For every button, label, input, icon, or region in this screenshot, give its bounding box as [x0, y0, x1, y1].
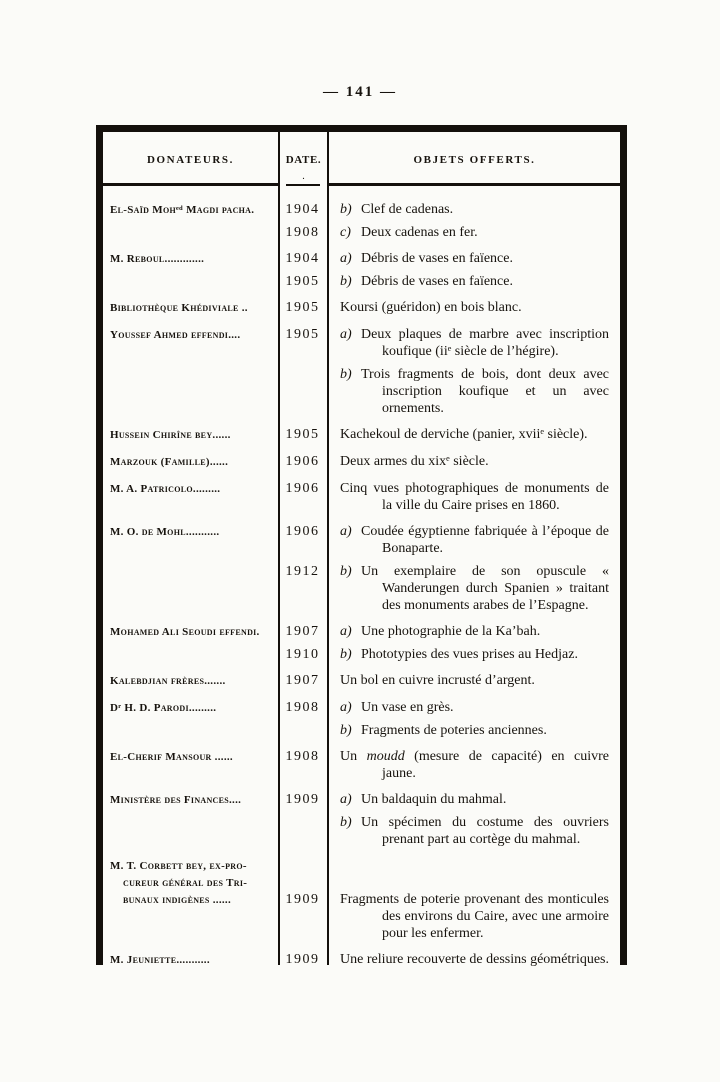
text-part: Un spécimen du costume des ouvriers prenant part au cortège du mahmal. — [361, 815, 609, 847]
column-divider-donors-date — [278, 132, 280, 965]
text-part: Phototypies des vues prises au Hedjaz. — [361, 647, 578, 662]
entry-date: 1904 — [285, 202, 320, 217]
donor-cell — [103, 201, 278, 241]
entry-date: 1912 — [285, 564, 320, 579]
table-row — [103, 699, 620, 739]
donor-cell — [103, 426, 278, 444]
entry-object-text — [340, 366, 620, 417]
entry-object-text — [340, 326, 620, 360]
donor-cell — [103, 672, 278, 690]
donor-name: bunaux indigènes ...... — [123, 894, 232, 906]
entry-row — [278, 273, 620, 290]
donor-cell — [103, 857, 278, 942]
donor-cell — [103, 699, 278, 739]
entry-row — [278, 250, 620, 267]
entry-date: 1909 — [285, 952, 320, 967]
text-part: Fragments de poteries anciennes. — [361, 723, 547, 738]
donations-table — [96, 125, 627, 965]
entry-item-label: b) — [340, 274, 352, 289]
entry-row — [278, 453, 620, 470]
entries-cell — [278, 951, 620, 969]
entry-row — [278, 748, 620, 782]
text-part: Trois fragments de bois, dont deux avec inscription koufique et un avec ornements. — [361, 367, 609, 416]
entry-item-label: b) — [340, 647, 352, 662]
table-row — [103, 857, 620, 942]
entry-row — [278, 646, 620, 663]
table-header — [103, 132, 620, 186]
entry-object-text — [340, 672, 620, 689]
donor-cell — [103, 250, 278, 290]
donor-name: Mohamed Ali Seoudi effendi. — [110, 626, 260, 638]
header-objects: OBJETS OFFERTS. — [413, 154, 536, 166]
entry-date: 1908 — [285, 700, 320, 715]
donor-cell — [103, 623, 278, 663]
entry-row — [278, 814, 620, 848]
donor-name: M. Reboul............. — [110, 253, 205, 265]
entry-row — [278, 891, 620, 942]
entry-item-label: b) — [340, 202, 352, 217]
donor-cell — [103, 480, 278, 514]
donor-cell — [103, 523, 278, 614]
entries-cell — [278, 523, 620, 614]
entry-row — [278, 366, 620, 417]
entry-object-text — [340, 951, 620, 968]
text-part: Un vase en grès. — [361, 700, 454, 715]
table-row — [103, 951, 620, 969]
entry-date: 1910 — [285, 647, 320, 662]
entry-row — [278, 791, 620, 808]
text-part: Une photographie de la Ka’bah. — [361, 624, 541, 639]
entry-object-text — [340, 891, 620, 942]
entry-object-text — [340, 224, 620, 241]
donor-name: Bibliothèque Khédiviale .. — [110, 302, 248, 314]
donor-name: Kalebdjian frères....... — [110, 675, 226, 687]
donor-name: Ministère des Finances.... — [110, 794, 242, 806]
table-row — [103, 791, 620, 848]
text-part: Un exemplaire de son opuscule « Wanderungen durch Spanien » traitant des monuments arabes de l’Espagne. — [361, 564, 609, 613]
entry-item-label: b) — [340, 564, 352, 579]
entry-date — [278, 366, 327, 417]
entry-date — [278, 814, 327, 848]
entries-cell — [278, 299, 620, 317]
entry-date — [278, 722, 327, 739]
entry-item-label: a) — [340, 792, 352, 807]
entries-cell — [278, 201, 620, 241]
entry-object-text — [340, 623, 620, 640]
entries-cell — [278, 791, 620, 848]
table-row — [103, 299, 620, 317]
entries-cell — [278, 672, 620, 690]
table-row — [103, 523, 620, 614]
table-row — [103, 672, 620, 690]
text-part: Débris de vases en faïence. — [361, 251, 513, 266]
italic-term: moudd — [366, 749, 405, 764]
entry-object-text — [340, 699, 620, 716]
text-part: Un baldaquin du mahmal. — [361, 792, 507, 807]
entry-row — [278, 224, 620, 241]
donor-name: El-Saïd Mohᵉᵈ Magdi pacha. — [110, 204, 255, 216]
text-part: Koursi (guéridon) en bois blanc. — [340, 300, 522, 315]
entry-item-label: b) — [340, 815, 352, 830]
donor-cell — [103, 299, 278, 317]
text-part: Une reliure recouverte de dessins géométriques. — [340, 952, 610, 967]
entry-object-text — [340, 563, 620, 614]
table-row — [103, 748, 620, 782]
text-part: Kachekoul de derviche (panier, xviiᵉ siècle). — [340, 427, 588, 442]
entry-item-label: b) — [340, 723, 352, 738]
entry-row — [278, 326, 620, 360]
table-row — [103, 250, 620, 290]
entry-row — [278, 201, 620, 218]
entry-date: 1906 — [285, 454, 320, 469]
table-row — [103, 480, 620, 514]
entry-item-label: b) — [340, 367, 352, 382]
donor-cell — [103, 453, 278, 471]
entry-row — [278, 480, 620, 514]
text-part: Deux armes du xixᵉ siècle. — [340, 454, 489, 469]
entry-date: 1908 — [285, 749, 320, 764]
entry-object-text — [340, 646, 620, 663]
table-row — [103, 326, 620, 417]
entries-cell — [278, 250, 620, 290]
text-part: Un — [340, 749, 367, 764]
entries-cell — [278, 699, 620, 739]
text-part: Clef de cadenas. — [361, 202, 454, 217]
entry-object-text — [340, 299, 620, 316]
entry-date: 1905 — [285, 427, 320, 442]
entry-date: 1909 — [285, 892, 320, 907]
donor-cell — [103, 791, 278, 848]
header-underline-donors — [103, 183, 278, 186]
table-row — [103, 453, 620, 471]
entry-date: 1904 — [285, 251, 320, 266]
entry-object-text — [340, 480, 620, 514]
entry-object-text — [340, 791, 620, 808]
entry-object-text — [340, 722, 620, 739]
entries-cell — [278, 748, 620, 782]
header-donors: DONATEURS. — [146, 154, 234, 166]
text-part: Coudée égyptienne fabriquée à l’époque de Bonaparte. — [361, 524, 609, 556]
donor-name: El-Cherif Mansour ...... — [110, 751, 233, 763]
donor-cell — [103, 748, 278, 782]
entry-object-text — [340, 814, 620, 848]
entries-cell — [278, 326, 620, 417]
text-part: Deux cadenas en fer. — [361, 225, 478, 240]
entries-cell — [278, 623, 620, 663]
donor-name: M. T. Corbett bey, ex-pro- — [110, 860, 247, 872]
entry-item-label: a) — [340, 524, 352, 539]
entry-item-label: a) — [340, 624, 352, 639]
entry-object-text — [340, 523, 620, 557]
entry-row — [278, 563, 620, 614]
date-column-dot: . — [302, 171, 305, 182]
donor-name: M. Jeuniette........... — [110, 954, 210, 966]
entry-row — [278, 623, 620, 640]
table-row — [103, 201, 620, 241]
entry-row — [278, 951, 620, 968]
entry-date: 1905 — [285, 327, 320, 342]
text-part: Un bol en cuivre incrusté d’argent. — [340, 673, 535, 688]
entries-cell — [278, 480, 620, 514]
entry-date: 1907 — [285, 624, 320, 639]
donor-name: M. O. de Mohl........... — [110, 526, 220, 538]
entries-cell — [278, 426, 620, 444]
entry-object-text — [340, 201, 620, 218]
table-body — [103, 186, 620, 969]
donor-name: cureur général des Tri- — [123, 877, 248, 889]
entry-object-text — [340, 273, 620, 290]
text-part: Débris de vases en faïence. — [361, 274, 513, 289]
table-row — [103, 426, 620, 444]
text-part: Cinq vues photographiques de monuments de la ville du Caire prises en 1860. — [340, 481, 609, 513]
donor-name: Marzouk (Famille)...... — [110, 456, 229, 468]
entry-row — [278, 722, 620, 739]
donor-name: Hussein Chirîne bey...... — [110, 429, 231, 441]
entry-date: 1905 — [285, 300, 320, 315]
text-part: Fragments de poterie provenant des monticules des environs du Caire, avec une armoire pour les enfermer. — [340, 892, 609, 941]
page-number: — 141 — — [323, 84, 397, 100]
table-row — [103, 623, 620, 663]
header-underline-objects — [329, 183, 620, 186]
entry-date: 1907 — [285, 673, 320, 688]
entry-date: 1909 — [285, 792, 320, 807]
entry-row — [278, 426, 620, 443]
entry-item-label: a) — [340, 327, 352, 342]
header-date: DATE. — [285, 154, 322, 166]
entry-item-label: a) — [340, 700, 352, 715]
entry-date: 1906 — [285, 481, 320, 496]
entry-object-text — [340, 250, 620, 267]
header-underline-date — [286, 184, 320, 186]
donor-name: M. A. Patricolo......... — [110, 483, 221, 495]
entries-cell — [278, 857, 620, 942]
entries-cell — [278, 453, 620, 471]
donor-name: Youssef Ahmed effendi.... — [110, 329, 241, 341]
entry-row — [278, 523, 620, 557]
entry-object-text — [340, 748, 620, 782]
entry-row — [278, 672, 620, 689]
entry-item-label: a) — [340, 251, 352, 266]
donor-name: Dʳ H. D. Parodi......... — [110, 702, 217, 714]
entry-date: 1906 — [285, 524, 320, 539]
column-divider-date-objects — [327, 132, 329, 965]
text-part: (mesure de capacité) en cuivre jaune. — [382, 749, 609, 781]
entry-row — [278, 299, 620, 316]
entry-date: 1905 — [285, 274, 320, 289]
donor-cell — [103, 326, 278, 417]
text-part: Deux plaques de marbre avec inscription koufique (iiᵉ siècle de l’hégire). — [361, 327, 609, 359]
entry-object-text — [340, 453, 620, 470]
entry-date: 1908 — [285, 225, 320, 240]
entry-item-label: c) — [340, 225, 351, 240]
donor-cell — [103, 951, 278, 969]
entry-object-text — [340, 426, 620, 443]
entry-row — [278, 699, 620, 716]
